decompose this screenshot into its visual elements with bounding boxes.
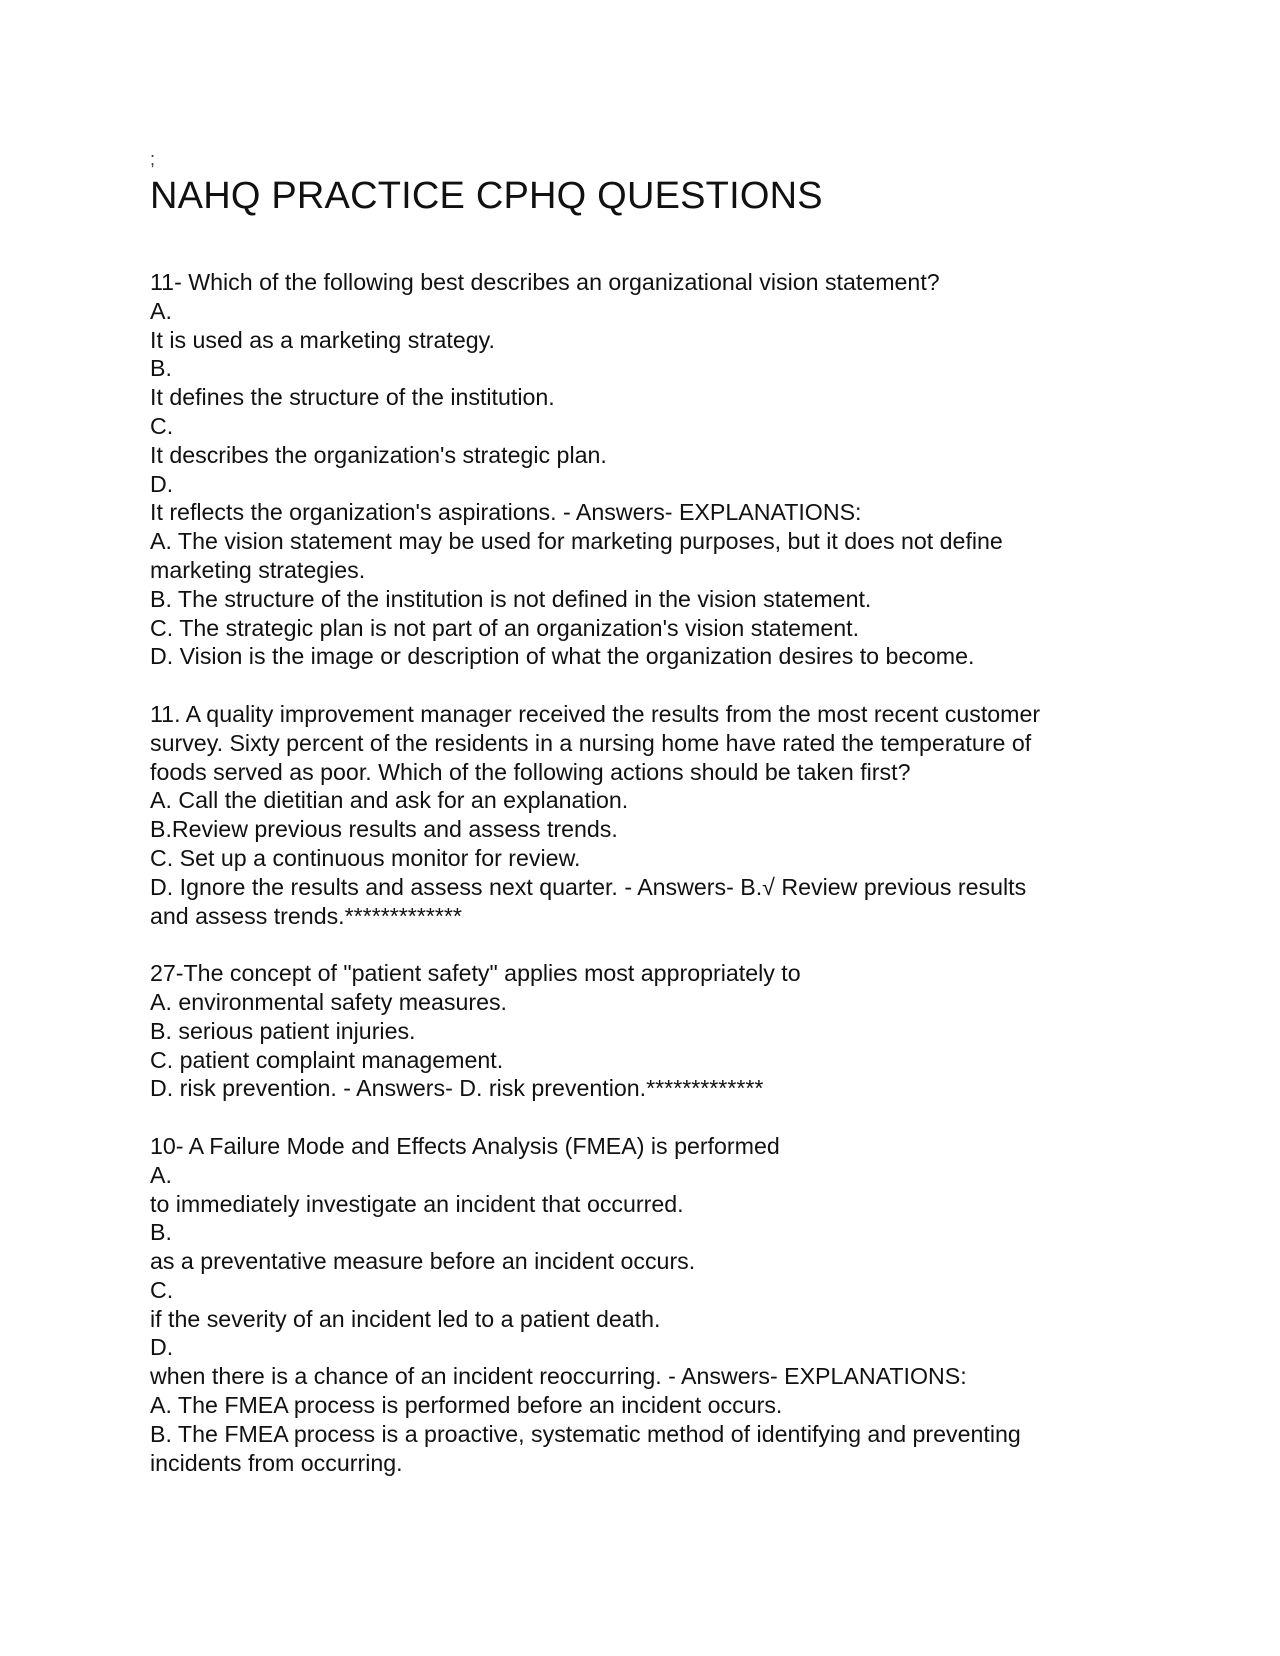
- text-line: A. environmental safety measures.: [150, 988, 507, 1015]
- text-line: D.: [150, 1334, 174, 1361]
- text-line: incidents from occurring.: [150, 1449, 403, 1476]
- paragraph-gap: [150, 671, 1150, 700]
- text-line: B.: [150, 355, 172, 382]
- text-line: 11. A quality improvement manager received the results from the most recent customer: [150, 700, 1041, 727]
- text-line: C. Set up a continuous monitor for review.: [150, 844, 581, 871]
- text-line: as a preventative measure before an incident occurs.: [150, 1248, 696, 1275]
- page-title: NAHQ PRACTICE CPHQ QUESTIONS: [150, 175, 823, 217]
- page-marker: ;: [150, 149, 156, 169]
- document-body: [150, 268, 1150, 1477]
- text-line: A. Call the dietitian and ask for an explanation.: [150, 787, 629, 814]
- text-line: and assess trends.*************: [150, 902, 462, 929]
- text-line: It describes the organization's strategic plan.: [150, 441, 607, 468]
- text-line: A. The vision statement may be used for marketing purposes, but it does not define: [150, 528, 1003, 555]
- text-line: A.: [150, 1161, 172, 1188]
- text-line: A. The FMEA process is performed before an incident occurs.: [150, 1392, 783, 1419]
- text-line: D.: [150, 470, 174, 497]
- text-line: 27-The concept of "patient safety" applies most appropriately to: [150, 960, 801, 987]
- text-line: It defines the structure of the institution.: [150, 384, 555, 411]
- text-line: It reflects the organization's aspirations. - Answers- EXPLANATIONS:: [150, 499, 862, 526]
- text-line: when there is a chance of an incident reoccurring. - Answers- EXPLANATIONS:: [150, 1363, 967, 1390]
- paragraph-gap: [150, 1103, 1150, 1132]
- text-line: B. The structure of the institution is not defined in the vision statement.: [150, 585, 872, 612]
- text-line: D. Ignore the results and assess next quarter. - Answers- B.√ Review previous results: [150, 873, 1027, 900]
- text-line: C. patient complaint management.: [150, 1046, 504, 1073]
- text-line: B. serious patient injuries.: [150, 1017, 416, 1044]
- text-line: to immediately investigate an incident that occurred.: [150, 1190, 684, 1217]
- text-line: It is used as a marketing strategy.: [150, 326, 495, 353]
- text-line: B. The FMEA process is a proactive, systematic method of identifying and preventing: [150, 1420, 1021, 1447]
- text-line: foods served as poor. Which of the following actions should be taken first?: [150, 758, 911, 785]
- text-line: D. risk prevention. - Answers- D. risk prevention.*************: [150, 1075, 764, 1102]
- text-line: A.: [150, 297, 172, 324]
- text-line: 11- Which of the following best describes an organizational vision statement?: [150, 269, 940, 295]
- document-page: [150, 150, 1150, 1477]
- text-line: C.: [150, 412, 174, 439]
- text-line: 10- A Failure Mode and Effects Analysis (FMEA) is performed: [150, 1132, 780, 1159]
- text-line: B.Review previous results and assess trends.: [150, 816, 618, 843]
- text-line: B.: [150, 1219, 172, 1246]
- text-line: marketing strategies.: [150, 556, 366, 583]
- text-line: C.: [150, 1276, 174, 1303]
- text-line: survey. Sixty percent of the residents in a nursing home have rated the temperature of: [150, 729, 1032, 756]
- paragraph-gap: [150, 930, 1150, 959]
- text-line: C. The strategic plan is not part of an organization's vision statement.: [150, 614, 860, 641]
- text-line: D. Vision is the image or description of what the organization desires to become.: [150, 643, 975, 670]
- text-line: if the severity of an incident led to a patient death.: [150, 1305, 661, 1332]
